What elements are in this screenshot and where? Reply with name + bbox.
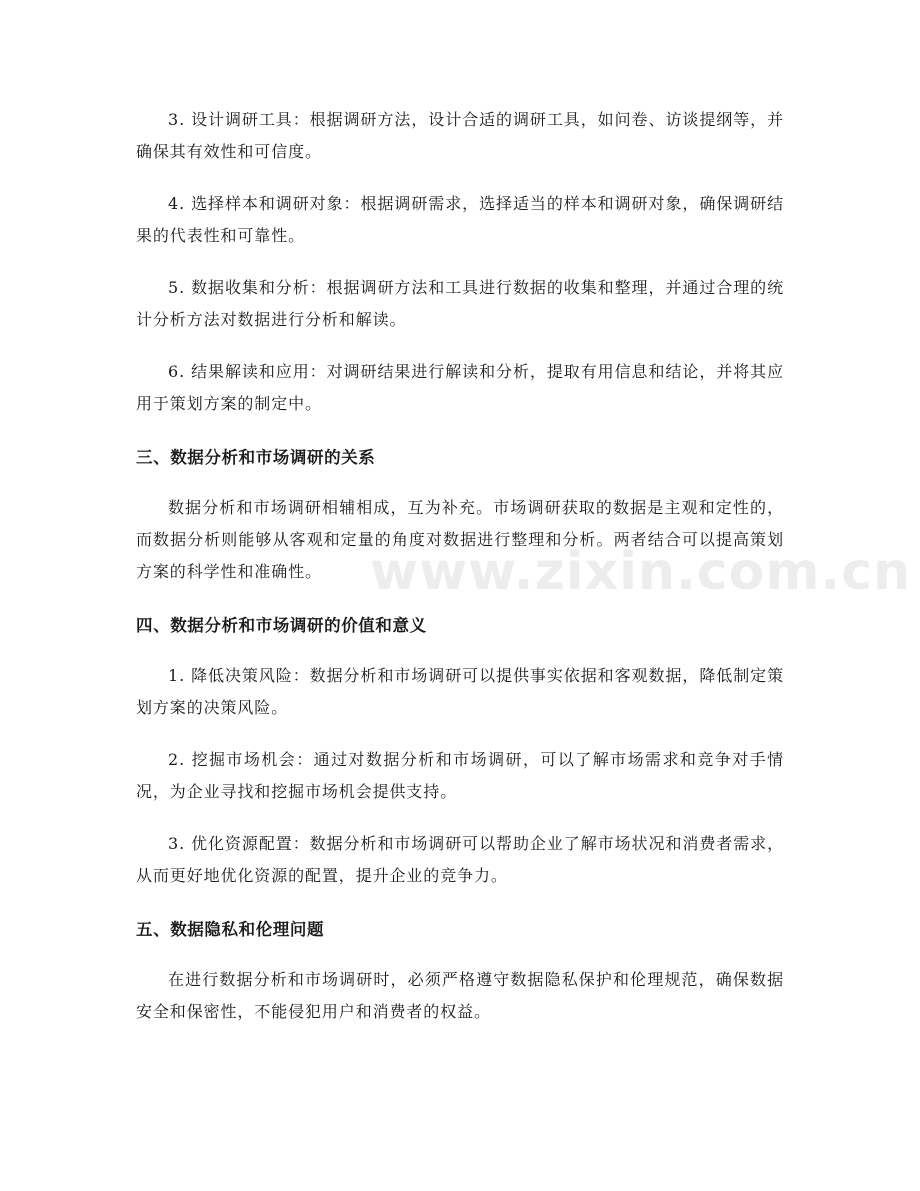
list-item-market-opportunity: 2. 挖掘市场机会：通过对数据分析和市场调研，可以了解市场需求和竞争对手情况，为企业寻找和挖掘市场机会提供支持。: [136, 750, 784, 801]
section-heading-value: 四、数据分析和市场调研的价值和意义: [136, 616, 427, 635]
list-item-reduce-risk: 1. 降低决策风险：数据分析和市场调研可以提供事实依据和客观数据，降低制定策划方案的决策风险。: [136, 666, 784, 717]
list-item-resource-allocation: 3. 优化资源配置：数据分析和市场调研可以帮助企业了解市场状况和消费者需求，从而更好地优化资源的配置，提升企业的竞争力。: [136, 834, 784, 885]
list-item-data-collection: 5. 数据收集和分析：根据调研方法和工具进行数据的收集和整理，并通过合理的统计分析方法对数据进行分析和解读。: [136, 278, 784, 329]
section-heading-privacy: 五、数据隐私和伦理问题: [136, 920, 325, 939]
list-item-design-tools: 3. 设计调研工具：根据调研方法，设计合适的调研工具，如问卷、访谈提纲等，并确保其有效性和可信度。: [136, 110, 784, 161]
document-body: [136, 104, 784, 1028]
list-item-select-sample: 4. 选择样本和调研对象：根据调研需求，选择适当的样本和调研对象，确保调研结果的代表性和可靠性。: [136, 194, 784, 245]
paragraph-relationship: 数据分析和市场调研相辅相成，互为补充。市场调研获取的数据是主观和定性的，而数据分析则能够从客观和定量的角度对数据进行整理和分析。两者结合可以提高策划方案的科学性和准确性。: [136, 498, 784, 581]
section-heading-relationship: 三、数据分析和市场调研的关系: [136, 448, 376, 467]
list-item-result-application: 6. 结果解读和应用：对调研结果进行解读和分析，提取有用信息和结论，并将其应用于策划方案的制定中。: [136, 362, 784, 413]
watermark: www.zixin.com.cn: [370, 542, 912, 602]
paragraph-privacy: 在进行数据分析和市场调研时，必须严格遵守数据隐私保护和伦理规范，确保数据安全和保密性，不能侵犯用户和消费者的权益。: [136, 970, 784, 1021]
